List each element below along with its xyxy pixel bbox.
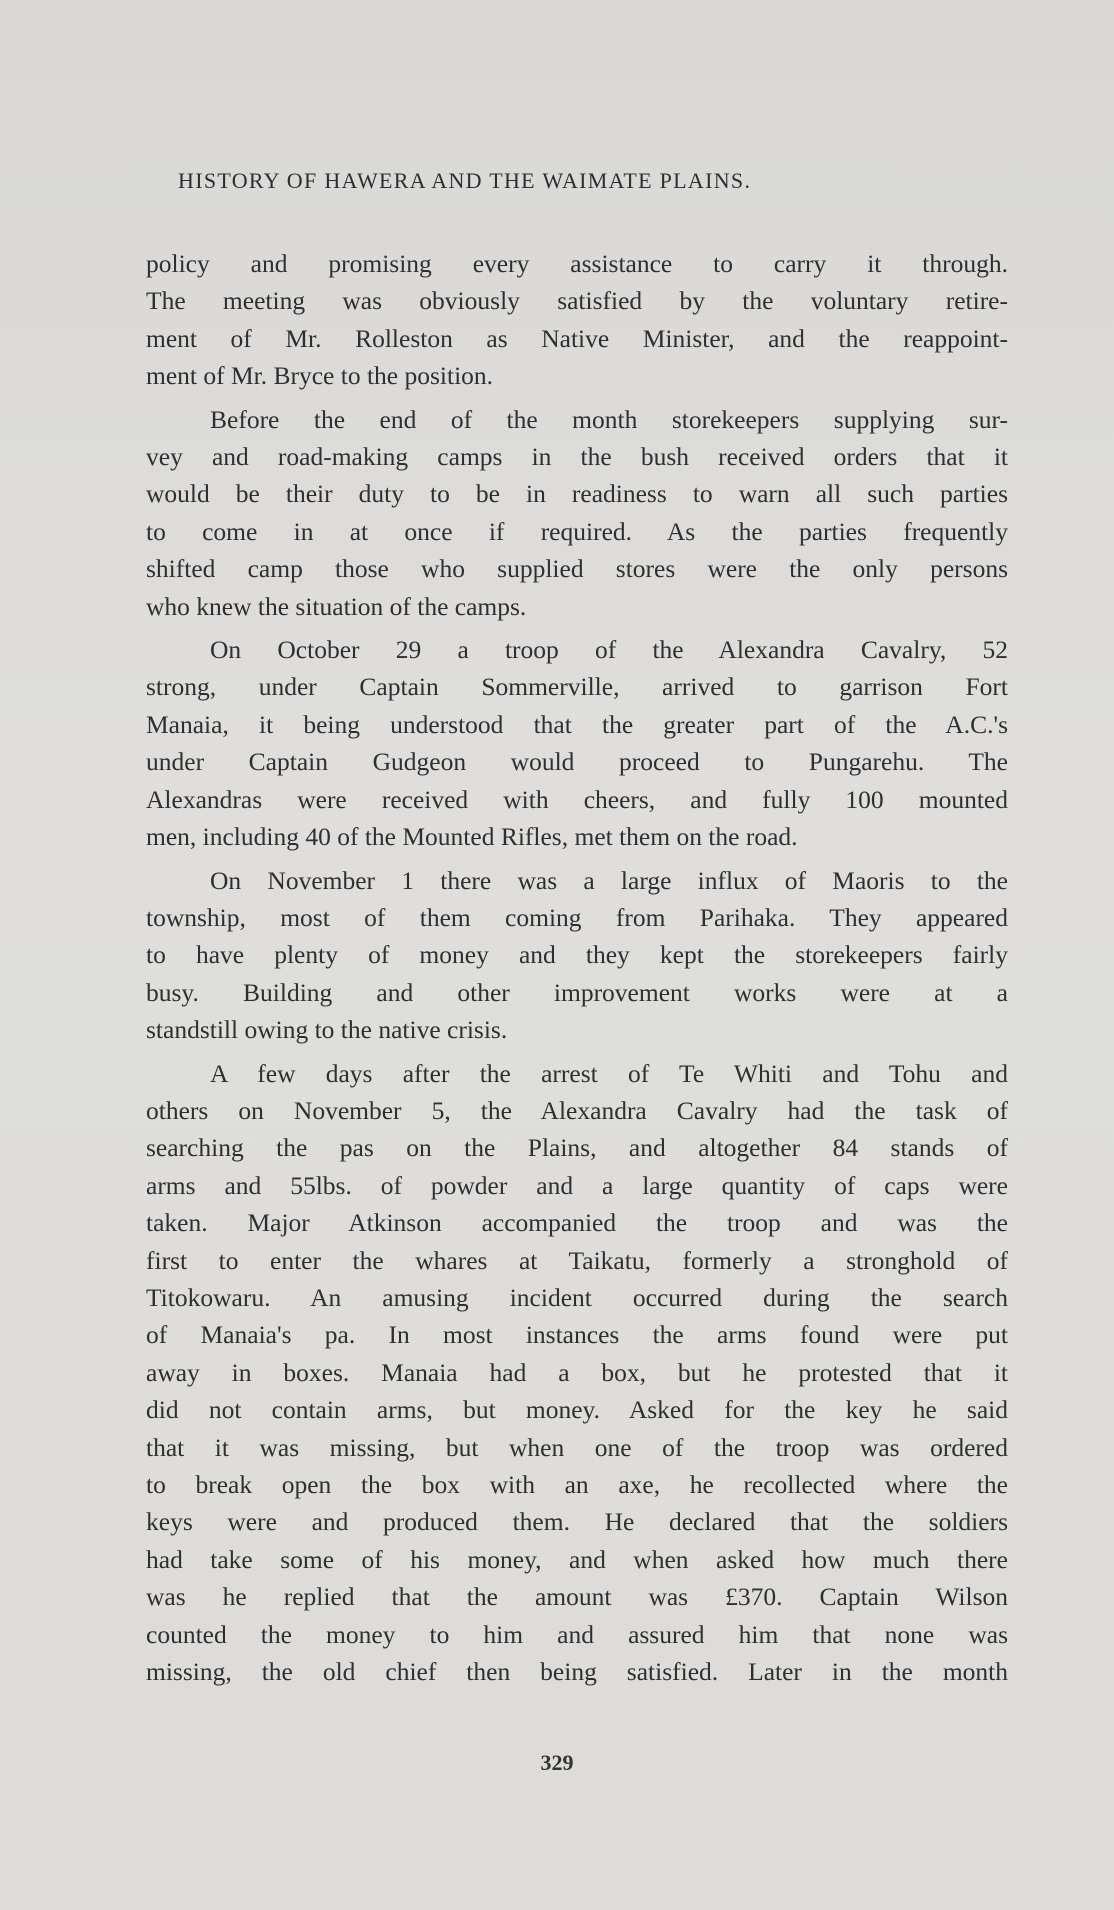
- text-line: missing, the old chief then being satisfied. Later in the month: [146, 1657, 1008, 1687]
- text-line: Titokowaru. An amusing incident occurred during the search: [146, 1282, 1008, 1312]
- text-line: vey and road-making camps in the bush received orders that it: [146, 442, 1008, 472]
- text-line: to come in at once if required. As the parties frequently: [146, 516, 1008, 546]
- text-line: was he replied that the amount was £370. Captain Wilson: [146, 1582, 1008, 1612]
- text-line: busy. Building and other improvement works were at a: [146, 977, 1008, 1007]
- text-line: On October 29 a troop of the Alexandra Cavalry, 52: [210, 635, 1008, 665]
- text-line: counted the money to him and assured him that none was: [146, 1619, 1008, 1649]
- paragraph-2: [146, 401, 1008, 625]
- text-line: strong, under Captain Sommerville, arrived to garrison Fort: [146, 672, 1008, 702]
- text-line: A few days after the arrest of Te Whiti and Tohu and: [210, 1058, 1008, 1088]
- text-line: arms and 55lbs. of powder and a large quantity of caps were: [146, 1170, 1008, 1200]
- text-line: Before the end of the month storekeepers supplying sur-: [210, 404, 1008, 434]
- text-line: ment of Mr. Rolleston as Native Minister, and the reappoint-: [146, 323, 1008, 353]
- text-line: under Captain Gudgeon would proceed to Pungarehu. The: [146, 747, 1008, 777]
- paragraph-4: [146, 862, 1008, 1049]
- text-line: would be their duty to be in readiness to warn all such parties: [146, 479, 1008, 509]
- text-line: had take some of his money, and when asked how much there: [146, 1544, 1008, 1574]
- text-line: others on November 5, the Alexandra Cavalry had the task of: [146, 1095, 1008, 1125]
- running-head: HISTORY OF HAWERA AND THE WAIMATE PLAINS.: [178, 168, 752, 193]
- text-line: away in boxes. Manaia had a box, but he protested that it: [146, 1357, 1008, 1387]
- text-line: of Manaia's pa. In most instances the arms found were put: [146, 1320, 1008, 1350]
- text-line: shifted camp those who supplied stores were the only persons: [146, 554, 1008, 584]
- text-line: that it was missing, but when one of the troop was ordered: [146, 1432, 1008, 1462]
- body-text: [146, 245, 1008, 1696]
- text-line: did not contain arms, but money. Asked for the key he said: [146, 1395, 1008, 1425]
- text-line: to have plenty of money and they kept the storekeepers fairly: [146, 940, 1008, 970]
- paragraph-3: [146, 631, 1008, 855]
- text-line: men, including 40 of the Mounted Rifles, met them on the road.: [146, 822, 798, 852]
- text-line: ment of Mr. Bryce to the position.: [146, 361, 494, 391]
- text-line: Manaia, it being understood that the greater part of the A.C.'s: [146, 709, 1008, 739]
- text-line: The meeting was obviously satisfied by the voluntary retire-: [146, 286, 1008, 316]
- text-line: township, most of them coming from Parihaka. They appeared: [146, 902, 1008, 932]
- text-line: standstill owing to the native crisis.: [146, 1015, 508, 1045]
- text-line: keys were and produced them. He declared that the soldiers: [146, 1507, 1008, 1537]
- text-line: policy and promising every assistance to carry it through.: [146, 249, 1008, 278]
- text-line: to break open the box with an axe, he recollected where the: [146, 1470, 1008, 1499]
- text-line: taken. Major Atkinson accompanied the troop and was the: [146, 1208, 1008, 1238]
- page-number: 329: [540, 1750, 574, 1775]
- text-line: first to enter the whares at Taikatu, formerly a stronghold of: [146, 1245, 1008, 1275]
- text-line: who knew the situation of the camps.: [146, 591, 527, 621]
- paragraph-1: [146, 245, 1008, 395]
- text-line: On November 1 there was a large influx of Maoris to the: [210, 865, 1008, 895]
- paragraph-5: [146, 1055, 1008, 1691]
- text-line: Alexandras were received with cheers, and fully 100 mounted: [146, 784, 1008, 814]
- text-line: searching the pas on the Plains, and altogether 84 stands of: [146, 1133, 1008, 1163]
